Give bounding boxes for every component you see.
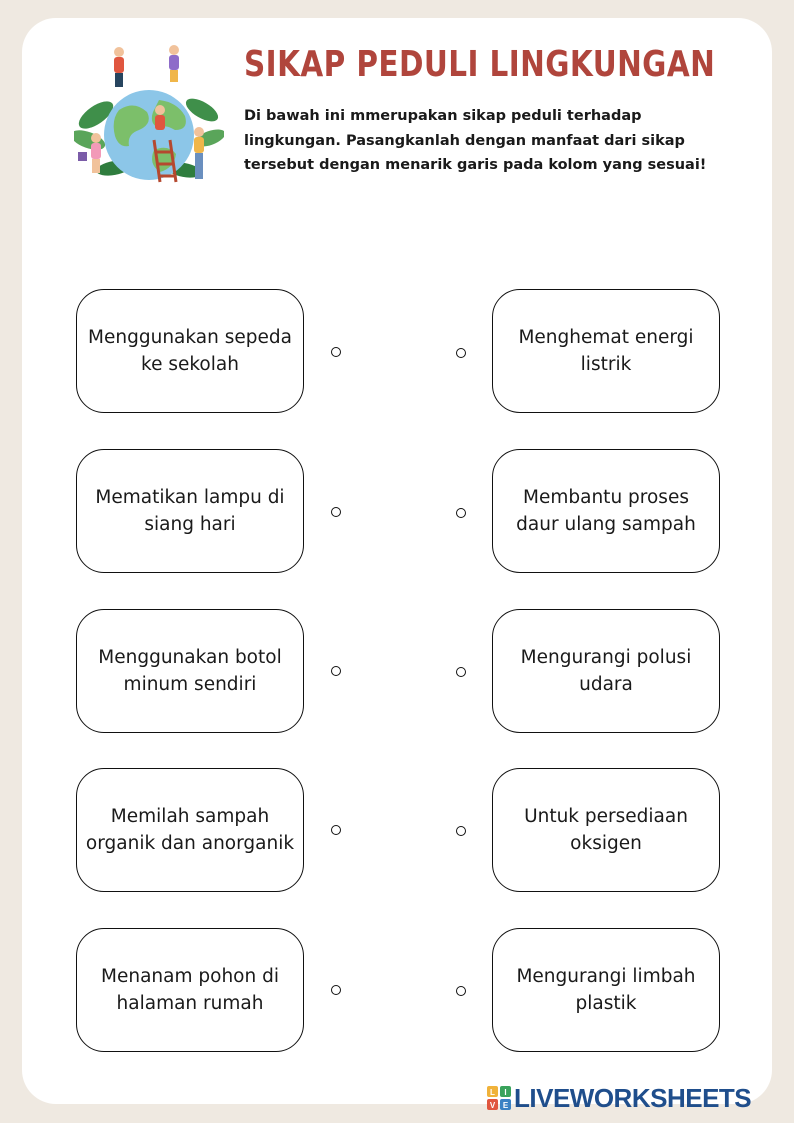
right-connector-dot-5[interactable]	[456, 986, 466, 996]
right-item-5: Mengurangi limbah plastik	[492, 928, 720, 1052]
right-item-1: Menghemat energi listrik	[492, 289, 720, 413]
right-item-2: Membantu proses daur ulang sampah	[492, 449, 720, 573]
liveworksheets-logo[interactable]	[487, 1084, 751, 1112]
logo-icon-letter-i: I	[504, 1088, 507, 1097]
right-connector-dot-2[interactable]	[456, 508, 466, 518]
left-item-5: Menanam pohon di halaman rumah	[76, 928, 304, 1052]
left-connector-dot-3[interactable]	[331, 666, 341, 676]
logo-icon-letter-e: E	[502, 1101, 509, 1110]
left-item-2: Mematikan lampu di siang hari	[76, 449, 304, 573]
left-connector-dot-5[interactable]	[331, 985, 341, 995]
logo-icon-letter-v: V	[489, 1101, 496, 1110]
left-item-4: Memilah sampah organik dan anorganik	[76, 768, 304, 892]
logo-icon-letter-l: L	[490, 1088, 495, 1097]
left-item-1: Menggunakan sepeda ke sekolah	[76, 289, 304, 413]
left-connector-dot-1[interactable]	[331, 347, 341, 357]
instructions-text: Di bawah ini mmerupakan sikap peduli terhadap lingkungan. Pasangkanlah dengan manfaat dari sikap tersebut dengan menarik garis pada kolom yang sesuai!	[244, 108, 707, 173]
right-connector-dot-4[interactable]	[456, 826, 466, 836]
left-connector-dot-2[interactable]	[331, 507, 341, 517]
page-title: SIKAP PEDULI LINGKUNGAN	[244, 44, 716, 85]
right-item-3: Mengurangi polusi udara	[492, 609, 720, 733]
earth-people-illustration	[74, 40, 224, 185]
left-item-3: Menggunakan botol minum sendiri	[76, 609, 304, 733]
left-connector-dot-4[interactable]	[331, 825, 341, 835]
right-connector-dot-1[interactable]	[456, 348, 466, 358]
right-connector-dot-3[interactable]	[456, 667, 466, 677]
liveworksheets-logo-icon	[487, 1086, 511, 1110]
right-item-4: Untuk persediaan oksigen	[492, 768, 720, 892]
brand-name: LIVEWORKSHEETS	[514, 1082, 752, 1113]
